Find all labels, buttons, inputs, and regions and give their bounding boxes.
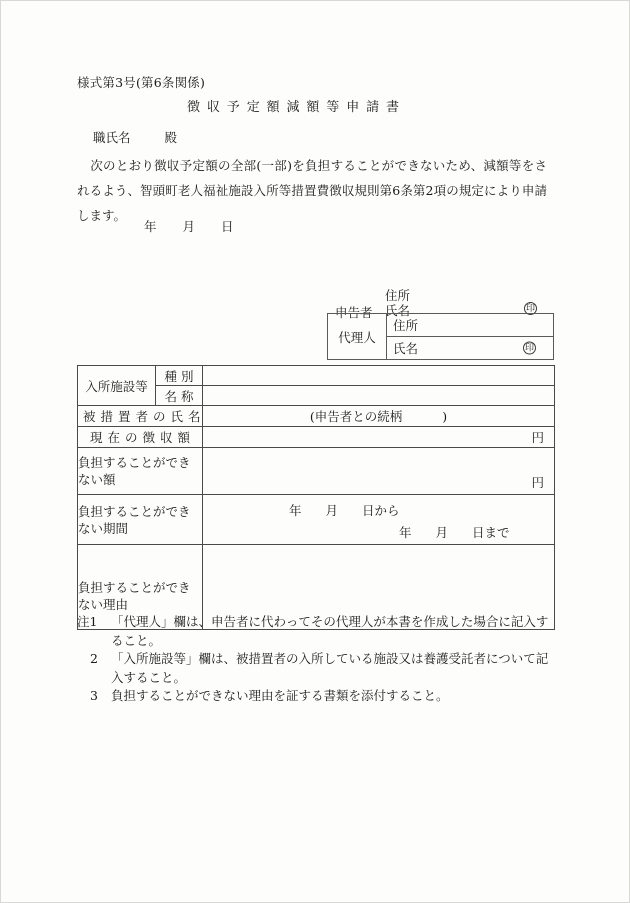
unpayable-amount-label-line1: 負担することができ	[78, 455, 191, 470]
relation-note	[203, 407, 554, 425]
seal-icon: 印	[525, 304, 535, 314]
facility-label-cell: 入所施設等	[78, 366, 156, 406]
person-name-value-cell[interactable]	[203, 406, 555, 427]
unpayable-period-value-cell[interactable]	[203, 495, 555, 545]
proxy-address-row	[328, 314, 554, 337]
person-name-label: 被措置者の氏名	[83, 409, 206, 424]
period-to-month: 月	[435, 525, 449, 540]
unpayable-amount-value-cell[interactable]	[203, 448, 555, 495]
facility-type-label: 種別	[164, 368, 198, 384]
table-row	[78, 495, 555, 545]
note-marker: 注1	[77, 614, 98, 629]
period-to-line	[399, 523, 510, 541]
declarant-name-label: 氏名	[385, 303, 411, 318]
currency-unit: 円	[531, 430, 544, 445]
period-from-month: 月	[325, 503, 339, 518]
declarant-label: 申告者	[335, 305, 373, 320]
unpayable-period-label-cell	[78, 495, 203, 545]
relation-note-open: (申告者との続柄	[309, 409, 403, 424]
note-text: 負担することができない理由を証する書類を添付すること。	[111, 688, 449, 703]
proxy-label-cell: 代理人	[328, 314, 387, 360]
currency-unit: 円	[531, 475, 544, 490]
facility-name-value-cell[interactable]	[203, 386, 555, 406]
period-to-day: 日まで	[472, 525, 510, 540]
period-from-line	[289, 501, 400, 519]
proxy-name-cell[interactable]	[387, 337, 554, 360]
current-amount-value-cell[interactable]	[203, 427, 555, 448]
unpayable-amount-label-line2: ない額	[78, 472, 116, 487]
note-marker: 3	[90, 688, 98, 703]
notes-section	[77, 613, 559, 706]
proxy-table	[327, 313, 554, 360]
table-row	[78, 448, 555, 495]
unpayable-reason-label-line1: 負担することができ	[78, 580, 191, 595]
declarant-address-label: 住所	[385, 288, 411, 303]
date-month-label: 月	[182, 219, 196, 234]
unpayable-amount-label-cell	[78, 448, 203, 495]
main-form-table	[77, 365, 555, 630]
date-year-label: 年	[144, 219, 157, 234]
facility-type-label-cell	[156, 366, 203, 386]
current-amount-label: 現在の徴収額	[89, 430, 195, 445]
seal-icon: 印	[524, 343, 534, 354]
addressee-honorific: 殿	[164, 130, 178, 145]
facility-name-label-cell	[156, 386, 203, 406]
addressee-label: 職氏名	[93, 130, 131, 145]
facility-type-value-cell[interactable]	[203, 366, 555, 386]
date-line	[144, 217, 234, 235]
period-from-year: 年	[289, 503, 302, 518]
document-title-text: 徴 収 予 定 額 減 額 等 申 請 書	[187, 100, 400, 115]
document-title	[187, 96, 399, 115]
period-from-day: 日から	[362, 503, 400, 518]
table-row	[78, 427, 555, 448]
note-item	[77, 650, 559, 687]
proxy-address-label: 住所	[393, 318, 419, 333]
note-item	[77, 613, 559, 650]
relation-note-close: )	[442, 409, 448, 424]
note-marker: 2	[90, 651, 98, 666]
facility-name-label: 名称	[164, 388, 198, 404]
table-row	[78, 406, 555, 427]
unpayable-reason-label-line2: ない理由	[78, 597, 129, 612]
note-item	[77, 687, 559, 706]
proxy-name-label: 氏名	[393, 341, 419, 356]
note-text: 「代理人」欄は、申告者に代わってその代理人が本書を作成した場合に記入すること。	[111, 614, 549, 648]
person-name-label-cell	[78, 406, 206, 427]
body-paragraph-text: 次のとおり徴収予定額の全部(一部)を負担することができないため、減額等をされるよう、智頭町老人福祉施設入所等措置費徴収規則第6条第2項の規定により申請します。	[77, 158, 547, 223]
proxy-address-cell[interactable]	[387, 314, 554, 337]
unpayable-period-label-line1: 負担することができ	[78, 503, 191, 519]
date-day-label: 日	[221, 219, 234, 234]
current-amount-label-cell	[78, 427, 203, 448]
addressee-line	[93, 128, 177, 146]
table-row	[78, 366, 555, 386]
unpayable-period-label-line2: ない期間	[78, 520, 129, 536]
form-number: 様式第3号(第6条関係)	[77, 75, 206, 90]
period-to-year: 年	[399, 525, 412, 540]
note-text: 「入所施設等」欄は、被措置者の入所している施設又は養護受託者について記入すること。	[111, 651, 549, 685]
